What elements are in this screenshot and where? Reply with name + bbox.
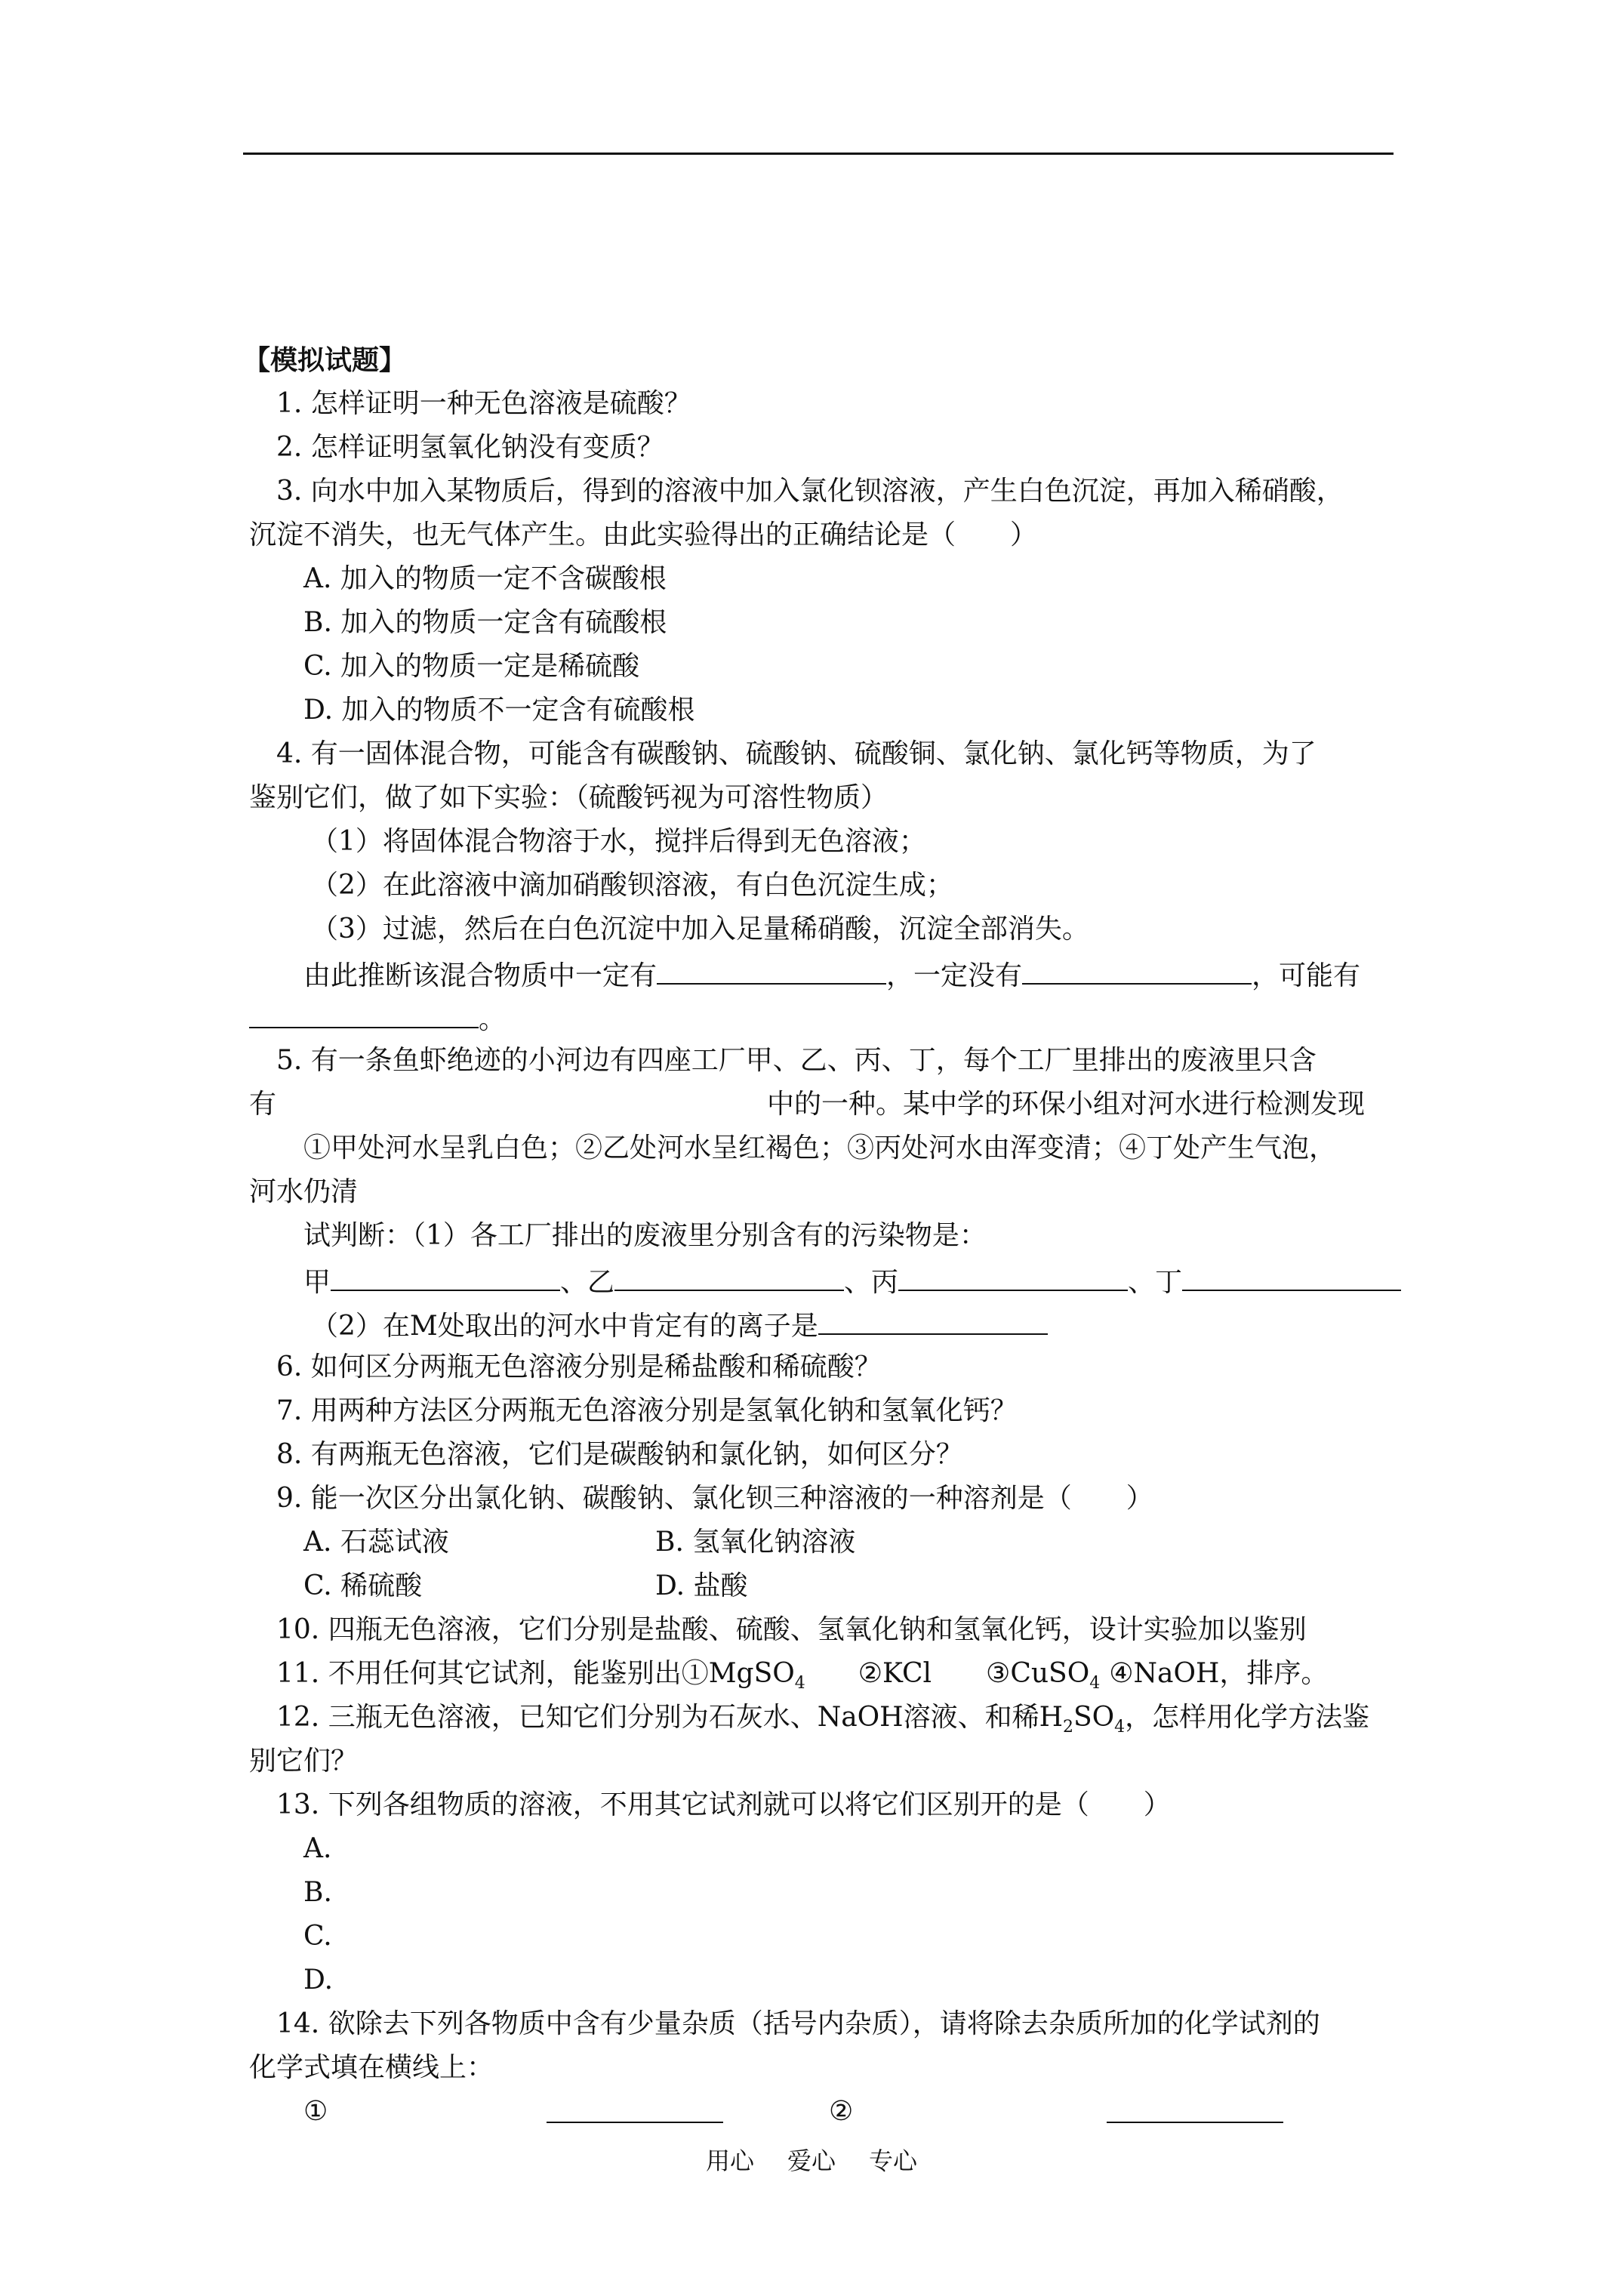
q11-part-2: ②KCl xyxy=(858,1658,932,1689)
question-14-line-2: 化学式填在横线上： xyxy=(249,2052,494,2083)
question-7: 7. 用两种方法区分两瓶无色溶液分别是氢氧化钠和氢氧化钙？ xyxy=(276,1395,1018,1426)
question-3-line-1: 3. 向水中加入某物质后，得到的溶液中加入氯化钡溶液，产生白色沉淀，再加入稀硝酸， xyxy=(276,476,1344,507)
question-5-pollutants xyxy=(303,1261,1401,1302)
question-4-conclusion xyxy=(303,954,1360,995)
question-5-observation-2: 河水仍清 xyxy=(249,1176,359,1207)
question-12-line-1 xyxy=(276,1699,1369,1746)
q12-part-2: SO xyxy=(1073,1702,1115,1733)
q12-sub-1: 2 xyxy=(1062,1718,1073,1737)
question-9-option-b: B. 氢氧化钠溶液 xyxy=(655,1527,856,1558)
question-5-ions xyxy=(311,1305,1048,1345)
blank-factory-yi[interactable] xyxy=(614,1261,844,1291)
footer-word-1: 用心 xyxy=(705,2147,754,2175)
question-14-blank-2-wrap xyxy=(1107,2093,1283,2134)
question-3-option-c: C. 加入的物质一定是稀硫酸 xyxy=(303,651,640,682)
footer-word-2: 爱心 xyxy=(787,2147,836,2175)
factory-yi-label: 、乙 xyxy=(560,1267,615,1298)
section-heading: 【模拟试题】 xyxy=(243,344,407,376)
question-8: 8. 有两瓶无色溶液，它们是碳酸钠和氯化钠，如何区分？ xyxy=(276,1439,963,1470)
footer-word-3: 专心 xyxy=(869,2147,918,2175)
question-5-judge: 试判断：（1）各工厂排出的废液里分别含有的污染物是： xyxy=(303,1220,987,1251)
question-5-line-2a: 有 xyxy=(249,1089,277,1120)
ions-label: （2）在M处取出的河水中肯定有的离子是 xyxy=(311,1311,818,1342)
question-4-line-1: 4. 有一固体混合物，可能含有碳酸钠、硫酸钠、硫酸铜、氯化钠、氯化钙等物质，为了 xyxy=(276,738,1317,769)
conclusion-end: 。 xyxy=(479,1004,507,1035)
question-3-line-2: 沉淀不消失，也无气体产生。由此实验得出的正确结论是（ ） xyxy=(249,519,1038,550)
question-3-option-b: B. 加入的物质一定含有硫酸根 xyxy=(303,607,667,638)
q11-sub-1: 4 xyxy=(794,1674,805,1693)
question-9-option-d: D. 盐酸 xyxy=(655,1570,748,1601)
question-1: 1. 怎样证明一种无色溶液是硫酸？ xyxy=(276,388,691,419)
question-3-option-a: A. 加入的物质一定不含碳酸根 xyxy=(303,563,667,594)
question-4-step-2: （2）在此溶液中滴加硝酸钡溶液，有白色沉淀生成； xyxy=(311,870,953,901)
factory-bing-label: 、丙 xyxy=(844,1267,899,1298)
blank-must-have[interactable] xyxy=(657,954,886,985)
q12-part-1: 12. 三瓶无色溶液，已知它们分别为石灰水、NaOH溶液、和稀H xyxy=(276,1702,1063,1733)
question-5-line-1: 5. 有一条鱼虾绝迹的小河边有四座工厂甲、乙、丙、丁，每个工厂里排出的废液里只含 xyxy=(276,1045,1317,1076)
q12-sub-2: 4 xyxy=(1114,1718,1126,1737)
page-footer xyxy=(0,2144,1623,2177)
question-2: 2. 怎样证明氢氧化钠没有变质？ xyxy=(276,432,664,463)
factory-ding-label: 、丁 xyxy=(1128,1267,1183,1298)
blank-factory-ding[interactable] xyxy=(1182,1261,1401,1291)
conclusion-must-label: 由此推断该混合物质中一定有 xyxy=(303,960,658,991)
question-13: 13. 下列各组物质的溶液，不用其它试剂就可以将它们区别开的是（ ） xyxy=(276,1789,1171,1820)
blank-item-1[interactable] xyxy=(547,2093,723,2123)
question-4-step-1: （1）将固体混合物溶于水，搅拌后得到无色溶液； xyxy=(311,826,926,857)
question-13-option-c: C. xyxy=(303,1921,332,1952)
question-5-observation-1: ①甲处河水呈乳白色；②乙处河水呈红褐色；③丙处河水由浑变清；④丁处产生气泡， xyxy=(303,1133,1337,1163)
question-14-item-2: ② xyxy=(829,2096,854,2127)
q12-part-3: ，怎样用化学方法鉴 xyxy=(1125,1702,1370,1733)
question-4-step-3: （3）过滤，然后在白色沉淀中加入足量稀硝酸，沉淀全部消失。 xyxy=(311,914,1089,945)
blank-item-2[interactable] xyxy=(1107,2093,1283,2123)
factory-jia-label: 甲 xyxy=(303,1267,331,1298)
question-14-blank-1-wrap xyxy=(547,2093,723,2134)
question-5-line-2b: 中的一种。某中学的环保小组对河水进行检测发现 xyxy=(767,1089,1366,1120)
question-9-option-c: C. 稀硫酸 xyxy=(303,1570,423,1601)
question-14-line-1: 14. 欲除去下列各物质中含有少量杂质（括号内杂质），请将除去杂质所加的化学试剂的 xyxy=(276,2008,1320,2039)
blank-factory-bing[interactable] xyxy=(898,1261,1128,1291)
blank-must-not-have[interactable] xyxy=(1022,954,1252,985)
q11-part-3: ③CuSO xyxy=(986,1658,1090,1689)
question-4-line-2: 鉴别它们，做了如下实验：（硫酸钙视为可溶性物质） xyxy=(249,782,888,813)
question-4-conclusion-cont xyxy=(249,998,506,1039)
question-12-line-2: 别它们？ xyxy=(249,1746,359,1777)
question-6: 6. 如何区分两瓶无色溶液分别是稀盐酸和稀硫酸？ xyxy=(276,1351,882,1382)
q11-part-4: ④NaOH，排序。 xyxy=(1109,1658,1329,1689)
question-13-option-d: D. xyxy=(303,1965,334,1996)
header-rule xyxy=(243,153,1394,155)
conclusion-not-label: ，一定没有 xyxy=(886,960,1023,991)
question-3-option-d: D. 加入的物质不一定含有硫酸根 xyxy=(303,695,695,726)
q11-part-1: 11. 不用任何其它试剂，能鉴别出①MgSO xyxy=(276,1658,795,1689)
question-11 xyxy=(276,1655,1328,1703)
blank-factory-jia[interactable] xyxy=(331,1261,560,1291)
q11-sub-2: 4 xyxy=(1089,1674,1101,1693)
question-10: 10. 四瓶无色溶液，它们分别是盐酸、硫酸、氢氧化钠和氢氧化钙，设计实验加以鉴别 xyxy=(276,1614,1307,1645)
question-13-option-b: B. xyxy=(303,1877,332,1908)
question-14-item-1: ① xyxy=(303,2096,328,2127)
question-9-option-a: A. 石蕊试液 xyxy=(303,1527,449,1558)
conclusion-maybe-label: ，可能有 xyxy=(1252,960,1361,991)
blank-ions[interactable] xyxy=(818,1305,1048,1335)
question-13-option-a: A. xyxy=(303,1833,332,1864)
blank-may-have[interactable] xyxy=(249,998,479,1028)
question-9: 9. 能一次区分出氯化钠、碳酸钠、氯化钡三种溶液的一种溶剂是（ ） xyxy=(276,1483,1153,1514)
